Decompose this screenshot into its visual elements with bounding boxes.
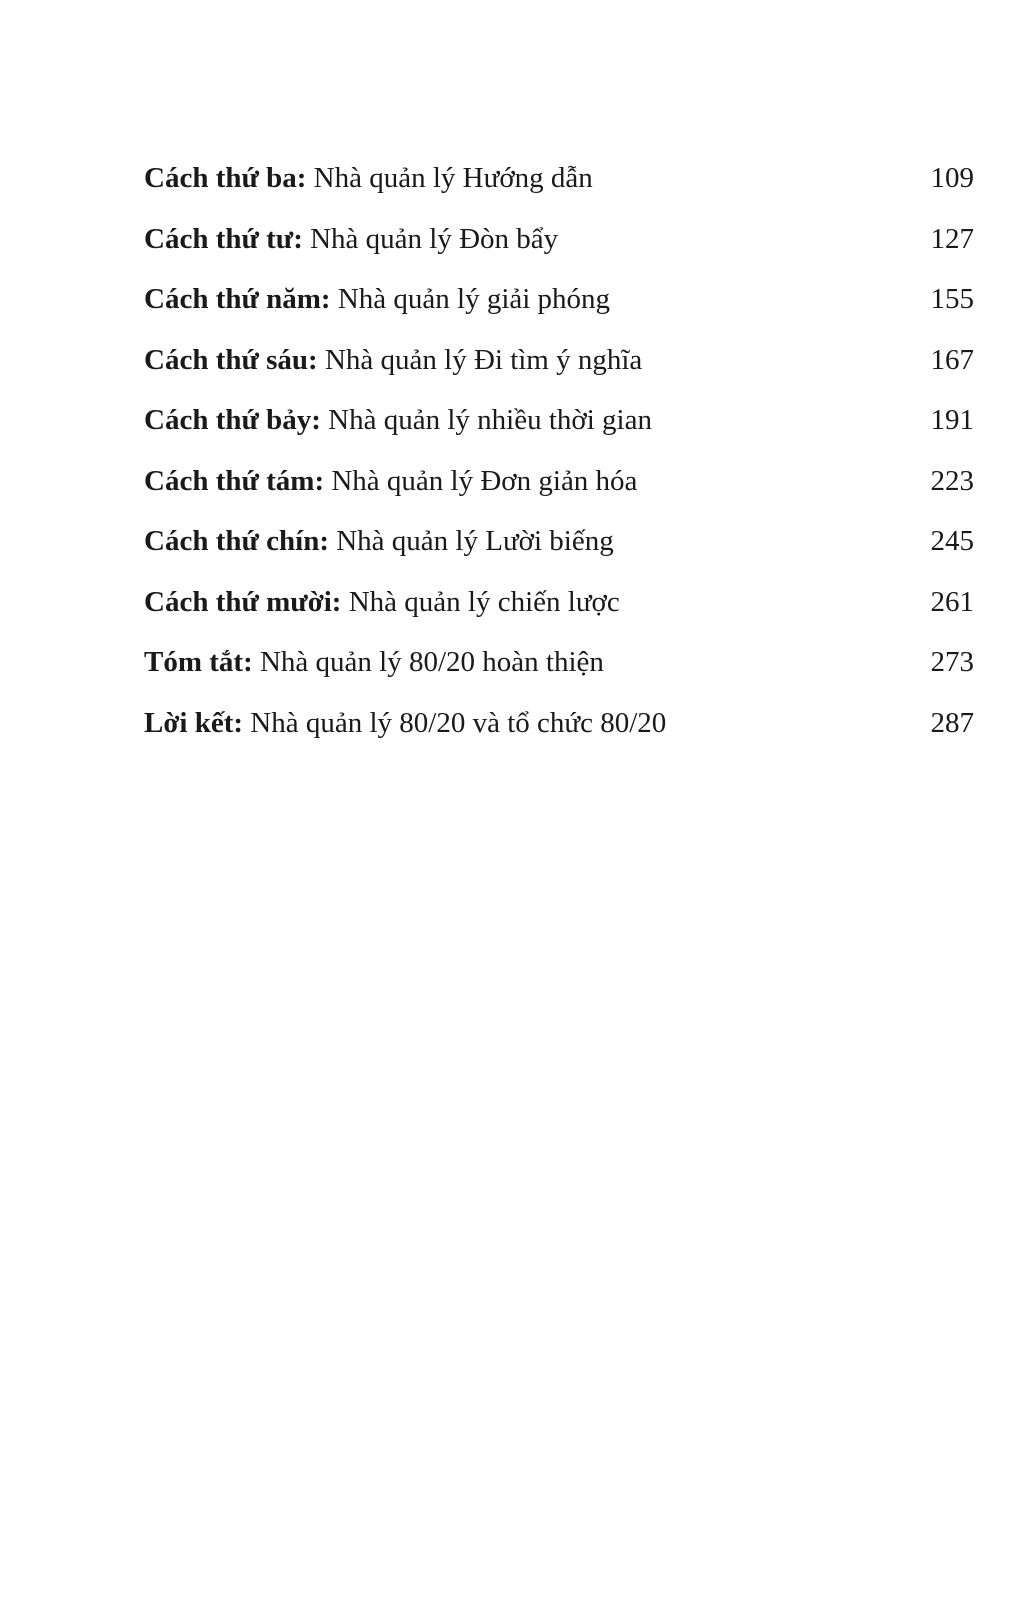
entry-text	[144, 400, 652, 440]
entry-text	[144, 703, 666, 743]
toc-entry[interactable]	[144, 219, 974, 280]
page-number: 127	[930, 222, 974, 255]
entry-text	[144, 340, 642, 380]
entry-title: Nhà quản lý Đơn giản hóa	[331, 464, 638, 497]
entry-label: Cách thứ bảy:	[144, 404, 321, 436]
page-number: 167	[930, 343, 974, 376]
entry-text	[144, 279, 610, 319]
page-number: 273	[930, 646, 974, 678]
entry-label: Tóm tắt:	[144, 646, 253, 678]
toc-entry[interactable]	[144, 279, 974, 340]
table-of-contents	[144, 158, 974, 763]
toc-entry[interactable]	[144, 461, 974, 522]
entry-title: Nhà quản lý Đi tìm ý nghĩa	[324, 343, 643, 376]
page-number: 245	[930, 525, 974, 557]
entry-text	[144, 461, 637, 501]
toc-entry[interactable]	[144, 582, 974, 643]
entry-text	[144, 642, 604, 682]
entry-title: Nhà quản lý giải phóng	[337, 283, 611, 315]
entry-title: Nhà quản lý 80/20 hoàn thiện	[259, 646, 604, 678]
page-number: 155	[930, 283, 974, 315]
page-number: 109	[930, 162, 974, 194]
entry-title: Nhà quản lý Hướng dẫn	[313, 162, 593, 194]
entry-label: Cách thứ mười:	[144, 585, 342, 618]
entry-label: Cách thứ tám:	[144, 464, 325, 497]
toc-entry[interactable]	[144, 400, 974, 461]
toc-entry[interactable]	[144, 340, 974, 401]
toc-entry[interactable]	[144, 703, 974, 764]
page-number: 223	[930, 464, 974, 497]
entry-text	[144, 158, 593, 198]
entry-label: Cách thứ tư:	[144, 222, 303, 255]
toc-entry[interactable]	[144, 158, 974, 219]
entry-title: Nhà quản lý nhiều thời gian	[328, 404, 652, 436]
toc-entry[interactable]	[144, 642, 974, 703]
page-number: 191	[930, 404, 974, 436]
entry-title: Nhà quản lý 80/20 và tổ chức 80/20	[250, 706, 667, 739]
toc-entry[interactable]	[144, 521, 974, 582]
entry-label: Cách thứ sáu:	[144, 343, 318, 376]
entry-title: Nhà quản lý chiến lược	[348, 585, 620, 618]
page-number: 287	[930, 706, 974, 739]
entry-label: Cách thứ chín:	[144, 525, 329, 557]
entry-label: Cách thứ ba:	[144, 162, 307, 194]
entry-text	[144, 582, 620, 622]
entry-title: Nhà quản lý Đòn bẩy	[310, 222, 559, 255]
entry-text	[144, 521, 614, 561]
page-number: 261	[930, 585, 974, 618]
entry-text	[144, 219, 558, 259]
entry-label: Lời kết:	[144, 706, 244, 739]
entry-title: Nhà quản lý Lười biếng	[336, 525, 614, 557]
entry-label: Cách thứ năm:	[144, 283, 331, 315]
